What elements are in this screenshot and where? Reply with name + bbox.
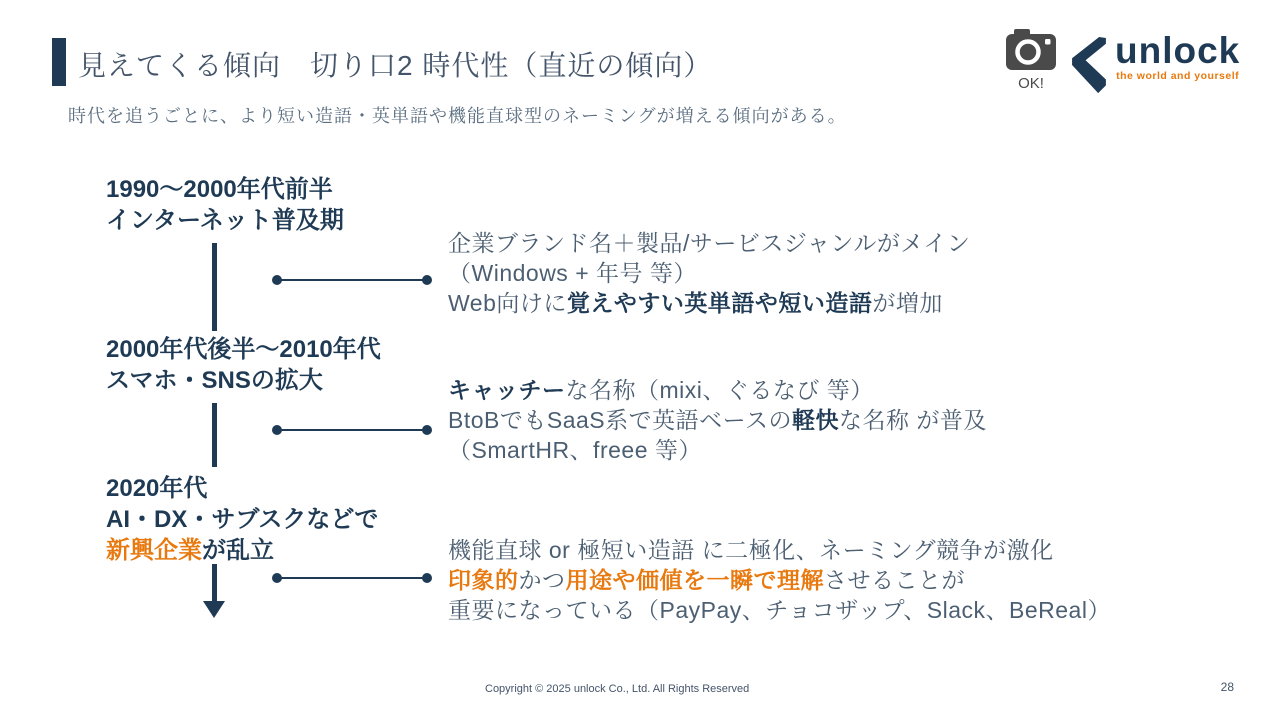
- era-3-heading: 2020年代 AI・DX・サブスクなどで 新興企業が乱立: [106, 475, 379, 564]
- logo-text: [1115, 30, 1241, 82]
- slide-title: 見えてくる傾向 切り口2 時代性（直近の傾向）: [78, 50, 713, 81]
- timeline-arrow-shaft: [212, 564, 217, 602]
- ok-stamp-label: OK!: [1018, 75, 1044, 92]
- unlock-logo-mark-icon: [1070, 37, 1107, 100]
- era-2-connector: [276, 429, 428, 431]
- era-2-description: キャッチーな名称（mixi、ぐるなび 等） BtoBでもSaaS系で英語ベースの軽快な名称 が普及 （SmartHR、freee 等）: [448, 377, 987, 463]
- era-1-description: 企業ブランド名＋製品/サービスジャンルがメイン （Windows + 年号 等） Web向けに覚えやすい英単語や短い造語が増加: [448, 230, 971, 316]
- era-1-heading: 1990〜2000年代前半 インターネット普及期: [106, 176, 344, 234]
- ok-stamp: [1002, 28, 1060, 92]
- footer-copyright: Copyright © 2025 unlock Co., Ltd. All Rights Reserved: [485, 683, 750, 695]
- logo-wordmark: unlock: [1115, 30, 1241, 71]
- unlock-logo: [1070, 30, 1241, 100]
- page-number: 28: [1220, 680, 1234, 694]
- era-3-description: 機能直球 or 極短い造語 に二極化、ネーミング競争が激化 印象的かつ用途や価値を一瞬で理解させることが 重要になっている（PayPay、チョコザップ、Slack、BeReal）: [448, 537, 1111, 623]
- timeline-segment-2: [212, 403, 217, 467]
- logo-tagline: the world and yourself: [1116, 70, 1240, 82]
- title-accent-bar: [52, 38, 66, 86]
- era-3-connector: [276, 577, 428, 579]
- camera-icon: [1002, 28, 1060, 74]
- timeline-segment-1: [212, 243, 217, 331]
- era-1-connector: [276, 279, 428, 281]
- era-2-heading: 2000年代後半〜2010年代 スマホ・SNSの拡大: [106, 336, 381, 394]
- timeline-arrowhead-icon: [203, 601, 225, 618]
- slide-subtitle: 時代を追うごとに、より短い造語・英単語や機能直球型のネーミングが増える傾向がある。: [68, 106, 847, 126]
